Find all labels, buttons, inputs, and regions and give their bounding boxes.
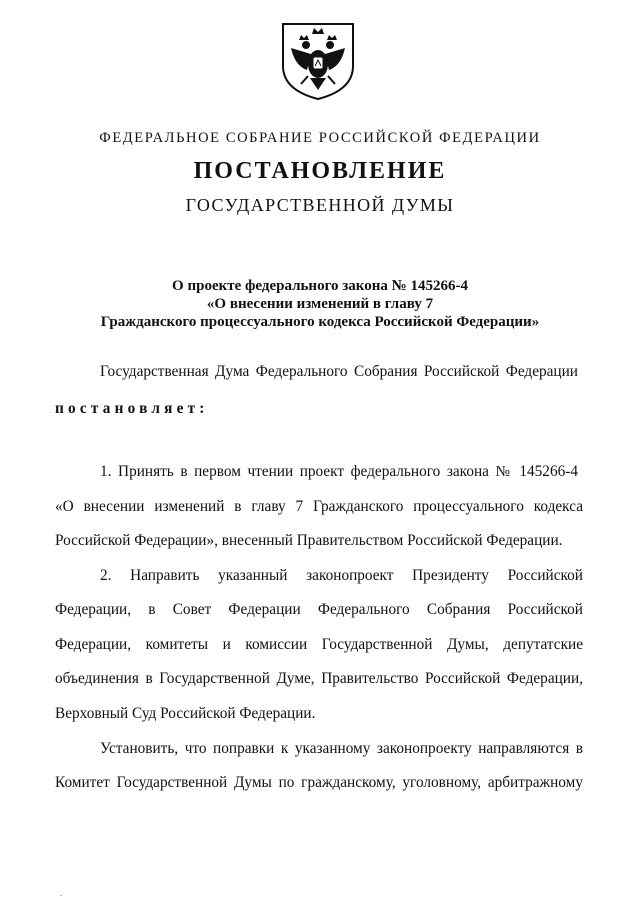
point-2-line: 2. Направить указанный законопроект Президенту Российской: [100, 567, 583, 584]
subject-line: «О внесении изменений в главу 7: [206, 296, 434, 312]
point-2-line: объединения в Государственной Думе, Правительство Российской Федерации,: [55, 670, 583, 687]
russian-coat-of-arms-icon: [277, 20, 359, 102]
point-3-line: Комитет Государственной Думы по гражданскому, уголовному, арбитражному: [55, 774, 583, 791]
point-2-line: Федерации, комитеты и комиссии Государственной Думы, депутатские: [55, 636, 583, 653]
preamble-text: Государственная Дума Федерального Собрания Российской Федерации: [100, 363, 578, 380]
point-2-line: Федерации, в Совет Федерации Федерального Собрания Российской: [55, 601, 583, 618]
assembly-name: ФЕДЕРАЛЬНОЕ СОБРАНИЕ РОССИЙСКОЙ ФЕДЕРАЦИИ: [99, 130, 541, 146]
scan-mark: .: [60, 888, 63, 898]
point-3-line: Установить, что поправки к указанному законопроекту направляются в: [100, 740, 583, 757]
point-1-line: «О внесении изменений в главу 7 Гражданского процессуального кодекса: [55, 498, 583, 515]
document-type: ПОСТАНОВЛЕНИЕ: [193, 158, 447, 184]
point-2-line: Верховный Суд Российской Федерации.: [55, 705, 316, 722]
document-issuer: ГОСУДАРСТВЕННОЙ ДУМЫ: [185, 195, 455, 215]
point-1-line: Российской Федерации», внесенный Правительством Российской Федерации.: [55, 532, 563, 549]
subject-line: Гражданского процессуального кодекса Российской Федерации»: [100, 314, 540, 330]
subject-line: О проекте федерального закона № 145266-4: [172, 278, 468, 294]
point-1-line: 1. Принять в первом чтении проект федерального закона № 145266-4: [100, 463, 578, 480]
decree-word: постановляет:: [55, 400, 209, 417]
document-subject: [0, 277, 640, 331]
